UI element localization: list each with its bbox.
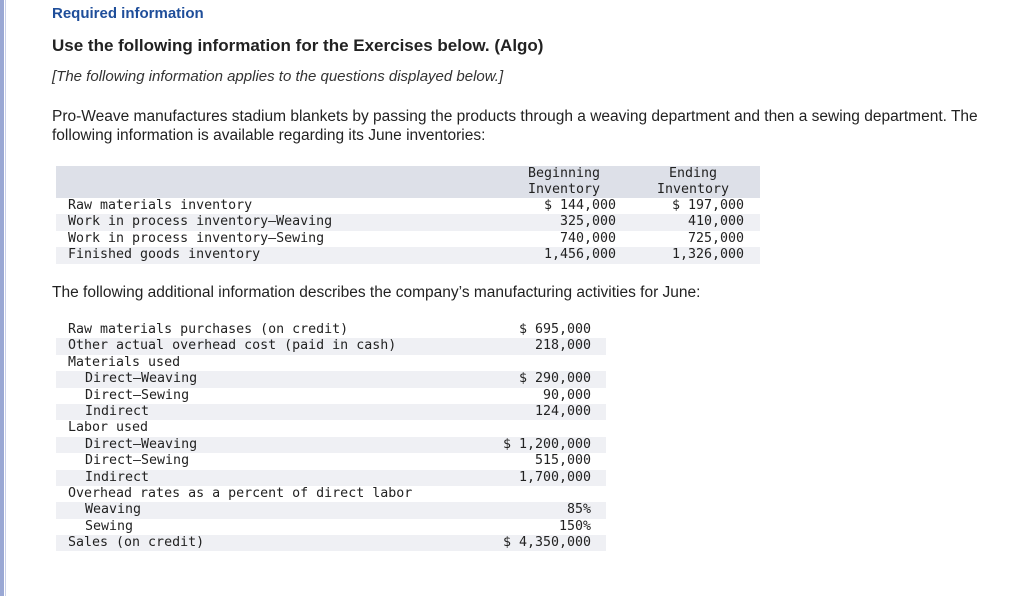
beginning-inventory-header: Beginning Inventory	[527, 166, 601, 197]
activity-label: Direct—Weaving	[85, 436, 198, 452]
activity-row	[56, 322, 606, 338]
activity-value: 124,000	[534, 403, 591, 419]
ending-value: 410,000	[687, 214, 744, 230]
activity-value: $ 695,000	[518, 322, 591, 337]
activity-value: 218,000	[534, 338, 591, 354]
activity-row	[56, 404, 606, 420]
activity-label: Labor used	[68, 420, 149, 436]
activity-label: Indirect	[85, 403, 150, 419]
activity-row	[56, 535, 606, 551]
left-accent-bar	[0, 0, 4, 596]
ending-inventory-header: Ending Inventory	[656, 166, 730, 197]
activities-table	[56, 322, 606, 551]
beginning-value: 1,456,000	[543, 247, 616, 263]
inventory-table	[56, 166, 760, 264]
inventory-row	[56, 247, 760, 263]
activity-label: Direct—Weaving	[85, 371, 198, 387]
intro-paragraph: Pro-Weave manufactures stadium blankets by passing the products through a weaving department and then a sewing department. The following information is available regarding its June inventories:	[52, 108, 978, 144]
activity-label: Direct—Sewing	[85, 453, 190, 469]
activity-row	[56, 437, 606, 453]
activity-row	[56, 486, 606, 502]
activity-value: 90,000	[542, 387, 591, 403]
activity-label: Direct—Sewing	[85, 387, 190, 403]
activity-label: Indirect	[85, 469, 150, 485]
inventory-table-header	[56, 166, 760, 198]
activity-row	[56, 519, 606, 535]
activity-row	[56, 338, 606, 354]
activity-value: 515,000	[534, 453, 591, 469]
activity-label: Weaving	[85, 502, 142, 518]
inventory-label: Finished goods inventory	[68, 247, 261, 263]
additional-info-paragraph: The following additional information describes the company’s manufacturing activities for June:	[52, 284, 701, 301]
activity-label: Raw materials purchases (on credit)	[68, 322, 349, 337]
beginning-value: $ 144,000	[543, 198, 616, 213]
required-information-label: Required information	[52, 5, 204, 22]
activity-row	[56, 453, 606, 469]
ending-value: 1,326,000	[671, 247, 744, 263]
activity-value: 85%	[566, 502, 591, 518]
activity-value: $ 290,000	[518, 371, 591, 387]
applies-note: [The following information applies to the questions displayed below.]	[52, 68, 504, 85]
inventory-row	[56, 214, 760, 230]
beginning-value: 325,000	[559, 214, 616, 230]
ending-value: $ 197,000	[671, 198, 744, 213]
ending-value: 725,000	[687, 230, 744, 246]
activity-value: $ 4,350,000	[502, 535, 591, 551]
activity-value: 1,700,000	[518, 469, 591, 485]
activity-label: Overhead rates as a percent of direct labor	[68, 485, 413, 501]
activity-row	[56, 388, 606, 404]
beginning-value: 740,000	[559, 230, 616, 246]
activity-row	[56, 371, 606, 387]
inventory-row	[56, 198, 760, 214]
activity-label: Sewing	[85, 518, 134, 534]
activity-label: Sales (on credit)	[68, 535, 205, 551]
activity-label: Materials used	[68, 354, 181, 370]
inventory-row	[56, 231, 760, 247]
activity-row	[56, 420, 606, 436]
activity-value: 150%	[558, 518, 591, 534]
inventory-label: Raw materials inventory	[68, 198, 253, 213]
left-accent-line	[5, 0, 6, 596]
activity-value: $ 1,200,000	[502, 436, 591, 452]
activity-row	[56, 355, 606, 371]
activity-row	[56, 502, 606, 518]
inventory-label: Work in process inventory—Sewing	[68, 230, 325, 246]
exercise-heading: Use the following information for the Exercises below. (Algo)	[52, 36, 544, 55]
inventory-label: Work in process inventory—Weaving	[68, 214, 333, 230]
activity-row	[56, 470, 606, 486]
activity-label: Other actual overhead cost (paid in cash)	[68, 338, 397, 354]
